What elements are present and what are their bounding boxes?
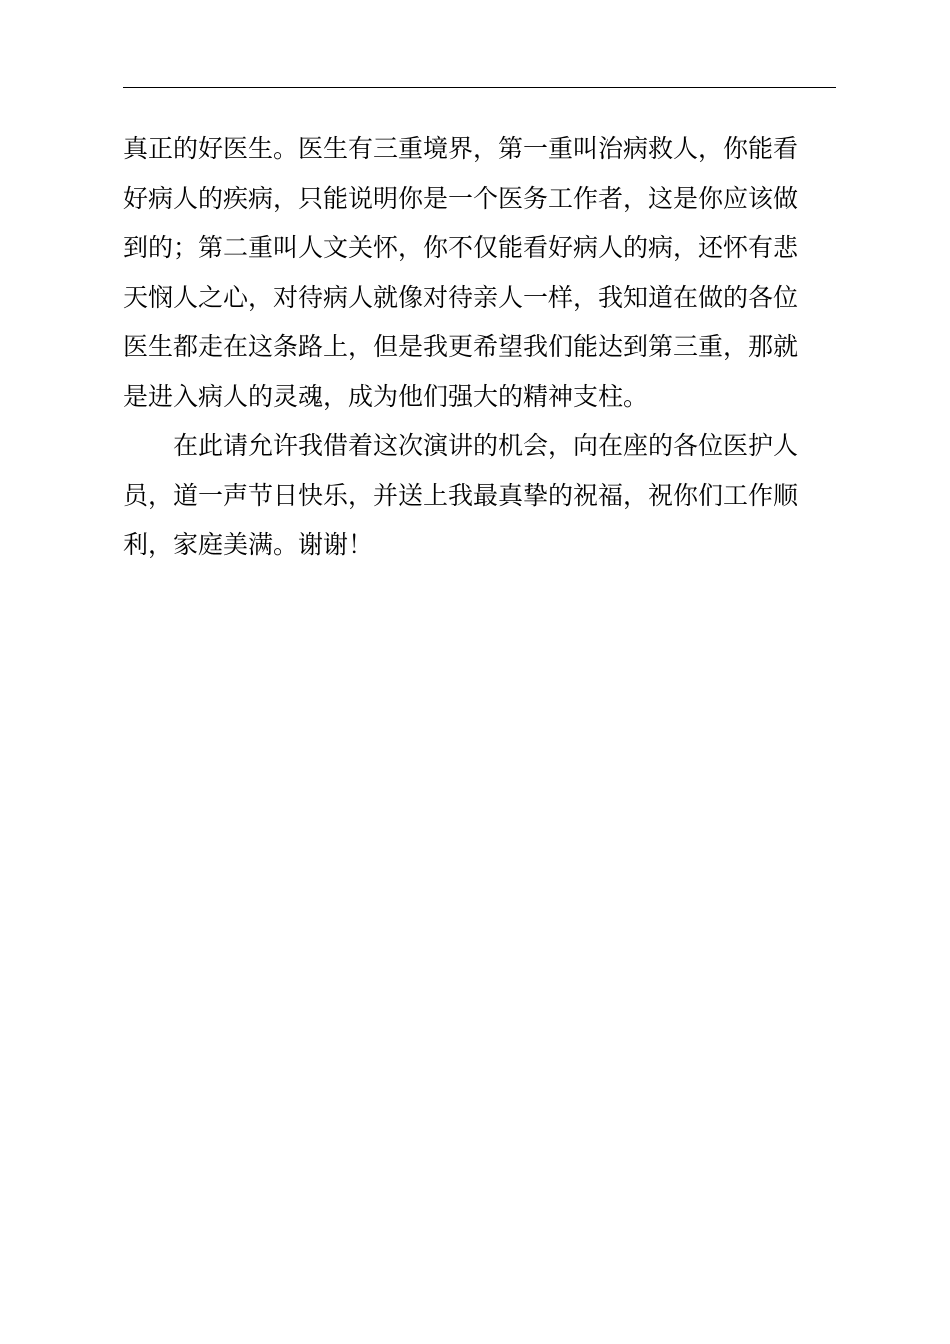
document-body	[123, 124, 843, 570]
text-line: 员，道一声节日快乐，并送上我最真挚的祝福，祝你们工作顺	[123, 480, 799, 510]
paragraph-2	[123, 421, 843, 570]
text-line: 天悯人之心，对待病人就像对待亲人一样，我知道在做的各位	[123, 282, 799, 312]
text-line: 是进入病人的灵魂，成为他们强大的精神支柱。	[123, 381, 649, 411]
text-line: 在此请允许我借着这次演讲的机会，向在座的各位医护人	[173, 431, 799, 460]
text-line: 医生都走在这条路上，但是我更希望我们能达到第三重，那就	[123, 332, 799, 361]
header-rule	[123, 87, 836, 88]
text-line: 真正的好医生。医生有三重境界，第一重叫治病救人，你能看	[123, 134, 799, 163]
text-line: 利，家庭美满。谢谢！	[123, 530, 374, 559]
text-line: 到的；第二重叫人文关怀，你不仅能看好病人的病，还怀有悲	[123, 233, 799, 262]
text-line: 好病人的疾病，只能说明你是一个医务工作者，这是你应该做	[123, 183, 799, 213]
paragraph-1	[123, 124, 843, 421]
